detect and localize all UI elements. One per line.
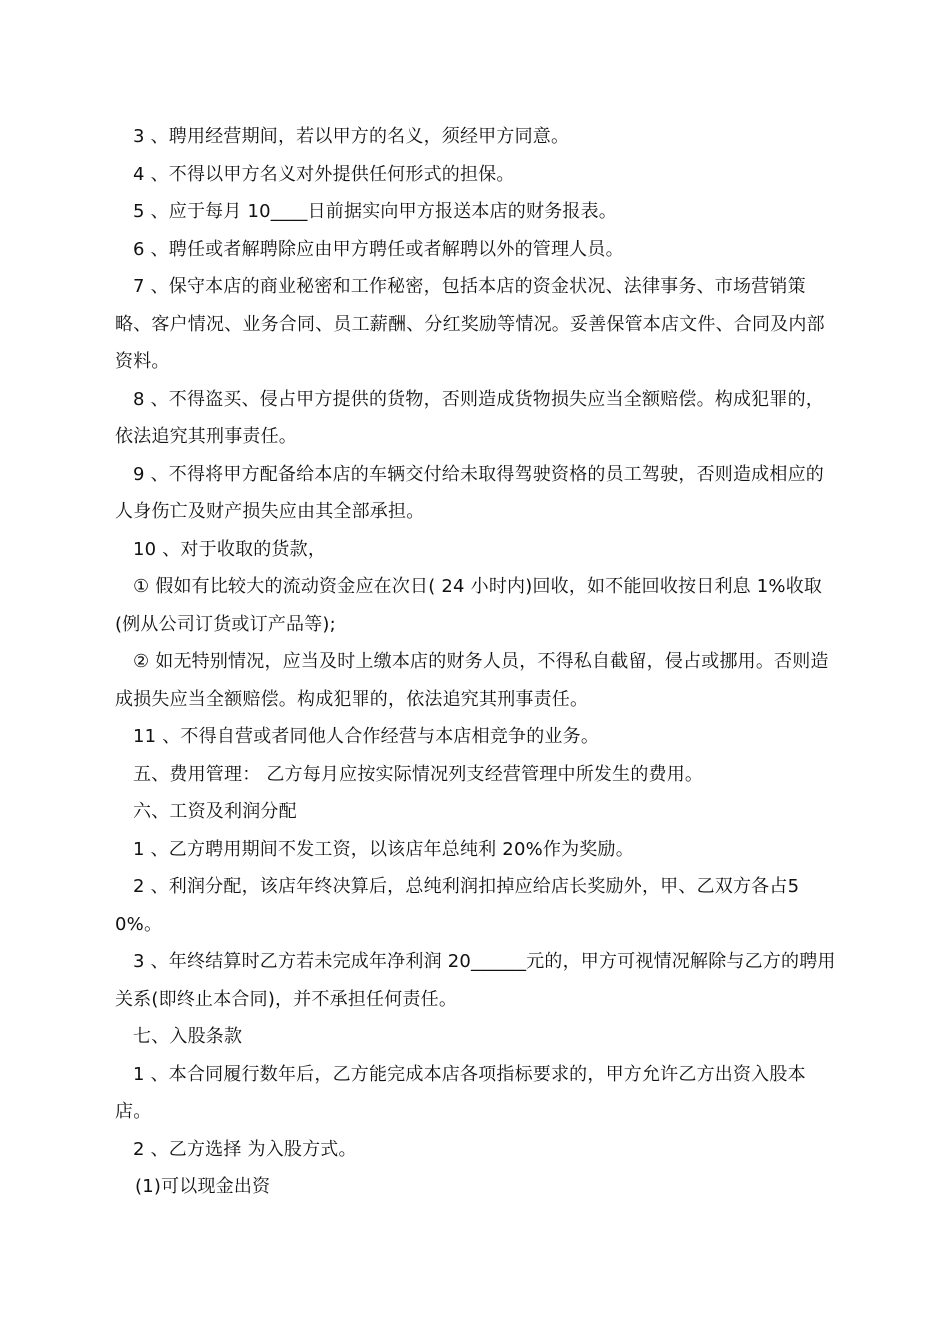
section-6-clause-2: 2 、利润分配，该店年终决算后，总纯利润扣掉应给店长奖励外，甲、乙双方各占50%。 xyxy=(115,876,800,935)
section-6-clause-1: 1 、乙方聘用期间不发工资，以该店年总纯利 20%作为奖励。 xyxy=(133,838,634,860)
document-body xyxy=(115,118,840,1206)
section-6-clause-3: 3 、年终结算时乙方若未完成年净利润 20______元的，甲方可视情况解除与乙方的聘用关系(即终止本合同)，并不承担任何责任。 xyxy=(115,951,836,1010)
clause-8: 8 、不得盗买、侵占甲方提供的货物，否则造成货物损失应当全额赔偿。构成犯罪的，依法追究其刑事责任。 xyxy=(115,388,824,447)
section-5-heading: 五、费用管理： 乙方每月应按实际情况列支经营管理中所发生的费用。 xyxy=(133,763,704,785)
clause-4: 4 、不得以甲方名义对外提供任何形式的担保。 xyxy=(133,163,515,185)
section-7-heading: 七、入股条款 xyxy=(133,1026,243,1047)
section-7-clause-1: 1 、本合同履行数年后，乙方能完成本店各项指标要求的，甲方允许乙方出资入股本店。 xyxy=(115,1063,806,1122)
clause-3: 3 、聘用经营期间，若以甲方的名义，须经甲方同意。 xyxy=(133,126,570,147)
clause-6: 6 、聘任或者解聘除应由甲方聘任或者解聘以外的管理人员。 xyxy=(133,238,624,260)
section-7-clause-2: 2 、乙方选择 为入股方式。 xyxy=(133,1138,357,1160)
clause-11: 11 、不得自营或者同他人合作经营与本店相竞争的业务。 xyxy=(133,726,600,747)
clause-5: 5 、应于每月 10____日前据实向甲方报送本店的财务报表。 xyxy=(133,201,617,222)
section-6-heading: 六、工资及利润分配 xyxy=(133,801,297,822)
clause-10-item-1: ① 假如有比较大的流动资金应在次日( 24 小时内)回收，如不能回收按日利息 1%收取(例从公司订货或订产品等); xyxy=(115,576,823,635)
clause-7: 7 、保守本店的商业秘密和工作秘密，包括本店的资金状况、法律事务、市场营销策略、客户情况、业务合同、员工薪酬、分红奖励等情况。妥善保管本店文件、合同及内部资料。 xyxy=(115,276,825,372)
clause-10: 10 、对于收取的货款， xyxy=(133,538,327,560)
clause-10-item-2: ② 如无特别情况，应当及时上缴本店的财务人员，不得私自截留，侵占或挪用。否则造成损失应当全额赔偿。构成犯罪的，依法追究其刑事责任。 xyxy=(115,651,829,710)
clause-9: 9 、不得将甲方配备给本店的车辆交付给未取得驾驶资格的员工驾驶，否则造成相应的人身伤亡及财产损失应由其全部承担。 xyxy=(115,463,824,522)
section-7-item-1: (1)可以现金出资 xyxy=(135,1176,271,1197)
